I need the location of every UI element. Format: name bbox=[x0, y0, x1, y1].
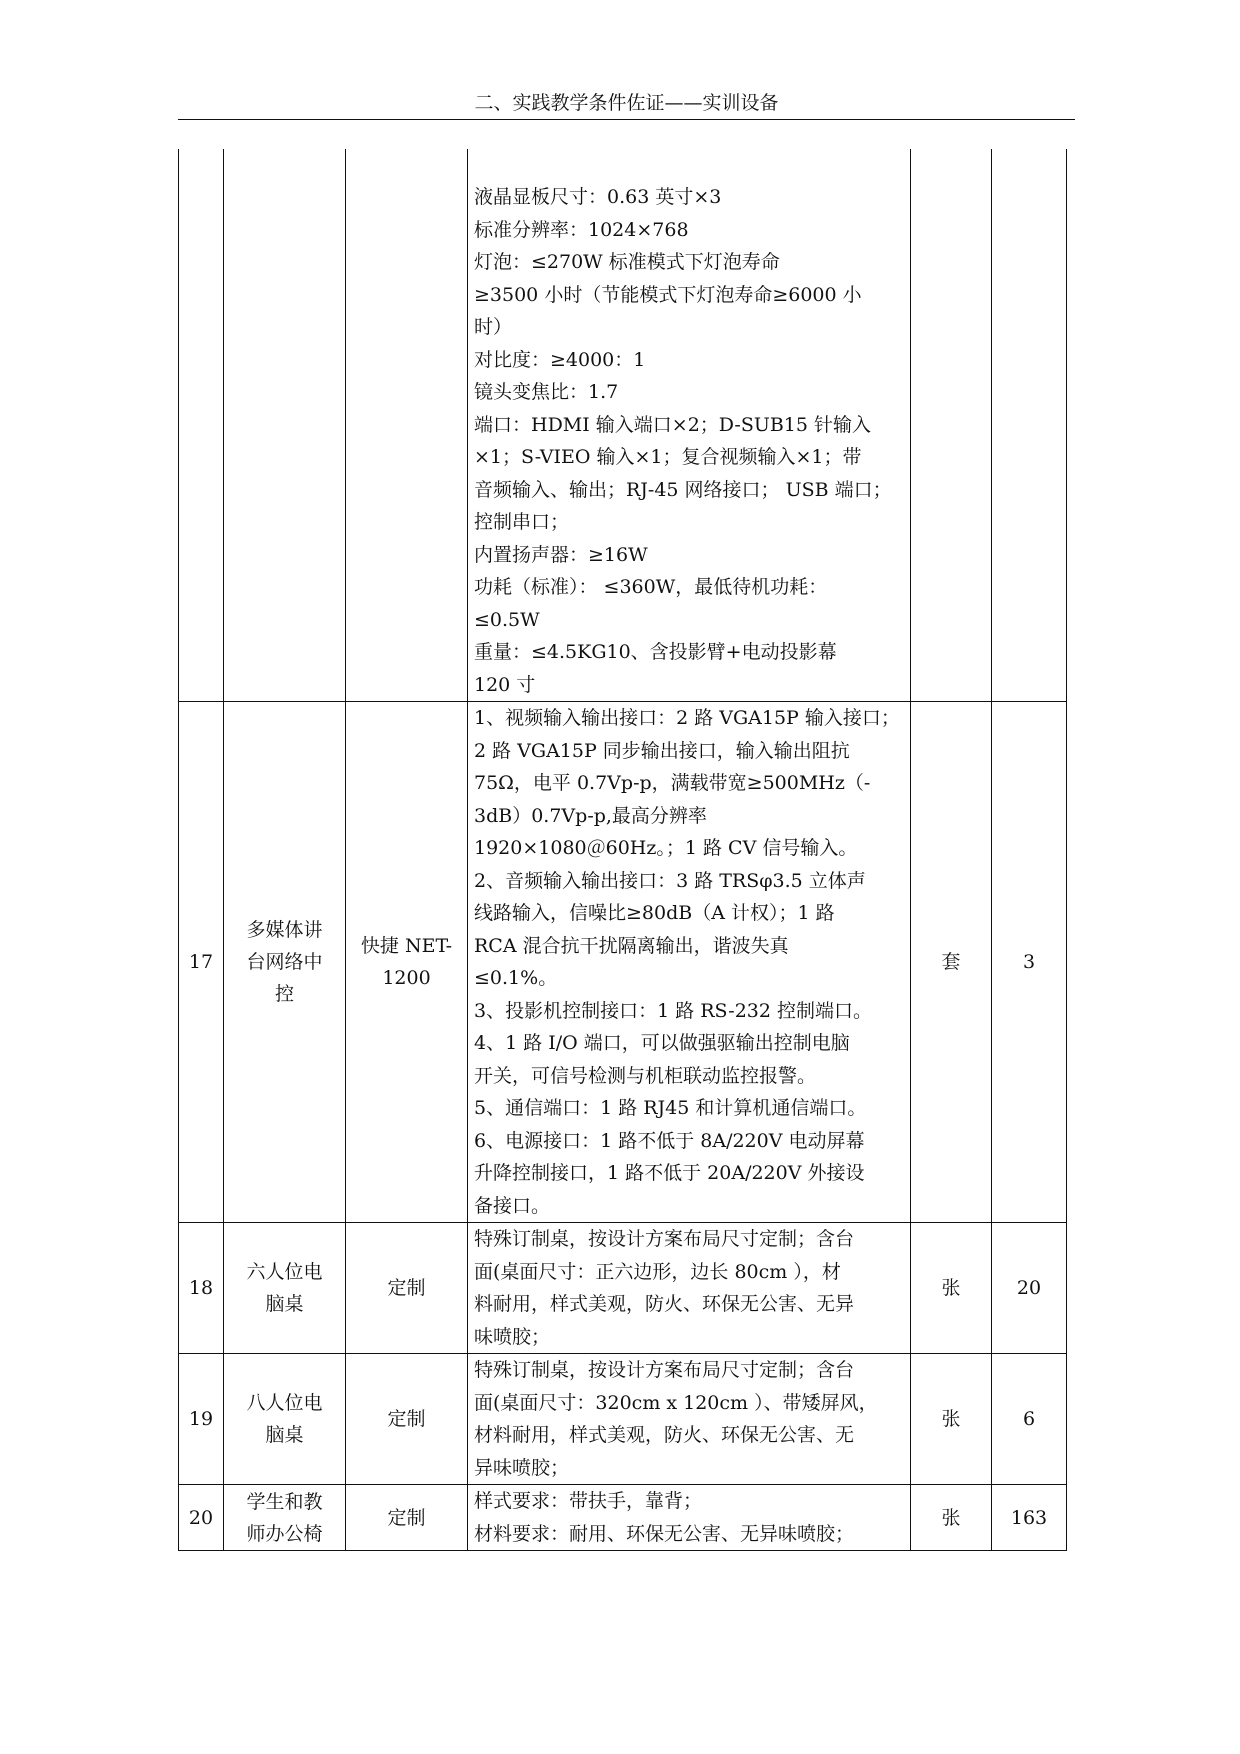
equipment-spec-line: 音频输入、输出；RJ-45 网络接口； USB 端口； bbox=[474, 478, 892, 501]
equipment-spec-line: 开关，可信号检测与机柜联动监控报警。 bbox=[474, 1064, 817, 1087]
equipment-name-line: 八人位电 bbox=[246, 1392, 323, 1414]
equipment-spec bbox=[468, 1354, 911, 1485]
equipment-spec-line: 线路输入，信噪比≥80dB（A 计权）；1 路 bbox=[474, 902, 835, 924]
equipment-spec-line: 2 路 VGA15P 同步输出接口，输入输出阻抗 bbox=[474, 739, 850, 762]
row-number bbox=[179, 149, 224, 702]
equipment-name-line: 多媒体讲 bbox=[246, 919, 323, 941]
equipment-spec-line: 4、1 路 I/O 端口，可以做强驱输出控制电脑 bbox=[474, 1032, 850, 1054]
equipment-spec-line: 特殊订制桌，按设计方案布局尺寸定制；含台 bbox=[474, 1359, 855, 1381]
equipment-spec-line: 材料要求：耐用、环保无公害、无异味喷胶； bbox=[474, 1522, 855, 1545]
equipment-spec-line: 内置扬声器：≥16W bbox=[474, 543, 648, 566]
equipment-spec-line: 升降控制接口，1 路不低于 20A/220V 外接设 bbox=[474, 1162, 865, 1184]
equipment-quantity: 3 bbox=[992, 702, 1067, 1223]
equipment-spec-line: ≤0.1%。 bbox=[474, 967, 558, 989]
equipment-model-line: 定制 bbox=[387, 1506, 426, 1529]
equipment-spec-line: 时） bbox=[474, 316, 513, 338]
equipment-table bbox=[178, 149, 1067, 1551]
equipment-name-line: 脑桌 bbox=[265, 1424, 304, 1446]
header-rule bbox=[178, 119, 1075, 120]
equipment-unit: 张 bbox=[911, 1354, 992, 1485]
table-row bbox=[179, 702, 1067, 1223]
equipment-model-line: 1200 bbox=[382, 967, 431, 989]
row-number: 18 bbox=[179, 1223, 224, 1354]
row-number: 17 bbox=[179, 702, 224, 1223]
equipment-spec-line: ×1；S-VIEO 输入×1；复合视频输入×1；带 bbox=[474, 446, 862, 468]
equipment-name-line: 脑桌 bbox=[265, 1293, 304, 1315]
equipment-model-line: 快捷 NET- bbox=[360, 935, 453, 957]
equipment-model bbox=[346, 149, 468, 702]
equipment-unit: 张 bbox=[911, 1485, 992, 1551]
equipment-spec-line: 3、投影机控制接口：1 路 RS-232 控制端口。 bbox=[474, 999, 872, 1022]
equipment-spec-line: 标准分辨率：1024×768 bbox=[474, 218, 689, 241]
equipment-name-line: 控 bbox=[274, 983, 294, 1005]
equipment-spec-line: 料耐用，样式美观，防火、环保无公害、无异 bbox=[474, 1293, 855, 1315]
equipment-quantity: 20 bbox=[992, 1223, 1067, 1354]
equipment-spec-line: 1920×1080＠60Hz。；1 路 CV 信号输入。 bbox=[474, 837, 858, 859]
equipment-name bbox=[224, 1223, 346, 1354]
equipment-spec-line: RCA 混合抗干扰隔离输出，谐波失真 bbox=[474, 934, 789, 957]
table-row bbox=[179, 1223, 1067, 1354]
equipment-spec-line: 端口：HDMI 输入端口×2；D-SUB15 针输入 bbox=[474, 413, 872, 436]
equipment-model bbox=[346, 702, 468, 1223]
equipment-spec-line: 特殊订制桌，按设计方案布局尺寸定制；含台 bbox=[474, 1228, 855, 1250]
equipment-spec-line: 3dB）0.7Vp-p,最高分辨率 bbox=[474, 804, 707, 827]
equipment-unit: 张 bbox=[911, 1223, 992, 1354]
equipment-model bbox=[346, 1223, 468, 1354]
equipment-spec-line: 样式要求：带扶手，靠背； bbox=[474, 1490, 703, 1512]
equipment-spec-line: 功耗（标准）： ≤360W，最低待机功耗： bbox=[474, 576, 828, 598]
table-row bbox=[179, 149, 1067, 702]
equipment-quantity bbox=[992, 149, 1067, 702]
equipment-model bbox=[346, 1485, 468, 1551]
equipment-spec-line: 镜头变焦比：1.7 bbox=[474, 381, 619, 403]
table-row bbox=[179, 1485, 1067, 1551]
equipment-name bbox=[224, 149, 346, 702]
equipment-spec-line: 液晶显板尺寸：0.63 英寸×3 bbox=[474, 186, 722, 208]
equipment-spec-line: 味喷胶； bbox=[474, 1325, 551, 1348]
equipment-spec-line: 5、通信端口：1 路 RJ45 和计算机通信端口。 bbox=[474, 1097, 867, 1119]
equipment-spec-line: 75Ω，电平 0.7Vp-p，满载带宽≥500MHz（- bbox=[474, 772, 871, 794]
equipment-model bbox=[346, 1354, 468, 1485]
equipment-spec-line: 面(桌面尺寸：正六边形，边长 80cm ），材 bbox=[474, 1260, 841, 1283]
equipment-spec bbox=[468, 1485, 911, 1551]
equipment-spec-line: 120 寸 bbox=[474, 673, 536, 696]
equipment-name-line: 台网络中 bbox=[246, 951, 323, 973]
equipment-spec-line: 灯泡：≤270W 标准模式下灯泡寿命 bbox=[474, 251, 780, 273]
equipment-model-line: 定制 bbox=[387, 1277, 426, 1299]
equipment-spec-line: 备接口。 bbox=[474, 1194, 551, 1217]
page-header: 二、实践教学条件佐证——实训设备 bbox=[474, 92, 779, 114]
equipment-spec-line: ≤0.5W bbox=[474, 608, 540, 631]
row-number: 20 bbox=[179, 1485, 224, 1551]
equipment-name bbox=[224, 1485, 346, 1551]
equipment-spec bbox=[468, 702, 911, 1223]
table-row bbox=[179, 1354, 1067, 1485]
equipment-spec-line: ≥3500 小时（节能模式下灯泡寿命≥6000 小 bbox=[474, 283, 862, 306]
row-number: 19 bbox=[179, 1354, 224, 1485]
equipment-name-line: 六人位电 bbox=[246, 1261, 323, 1283]
equipment-spec-line: 2、音频输入输出接口：3 路 TRSφ3.5 立体声 bbox=[474, 869, 866, 892]
equipment-spec-line: 材料耐用，样式美观，防火、环保无公害、无 bbox=[474, 1424, 855, 1446]
equipment-spec-line: 异味喷胶； bbox=[474, 1456, 570, 1479]
equipment-unit: 套 bbox=[911, 702, 992, 1223]
equipment-quantity: 6 bbox=[992, 1354, 1067, 1485]
equipment-model-line: 定制 bbox=[387, 1408, 426, 1430]
equipment-spec bbox=[468, 149, 911, 702]
equipment-name bbox=[224, 1354, 346, 1485]
equipment-spec-line: 对比度：≥4000：1 bbox=[474, 348, 646, 371]
equipment-spec-line: 1、视频输入输出接口：2 路 VGA15P 输入接口； bbox=[474, 707, 900, 729]
equipment-name-line: 学生和教 bbox=[246, 1490, 323, 1513]
equipment-quantity: 163 bbox=[992, 1485, 1067, 1551]
equipment-spec-line: 重量：≤4.5KG10、含投影臂+电动投影幕 bbox=[474, 641, 837, 663]
equipment-name bbox=[224, 702, 346, 1223]
equipment-spec-line: 控制串口； bbox=[474, 511, 570, 533]
equipment-unit bbox=[911, 149, 992, 702]
equipment-spec bbox=[468, 1223, 911, 1354]
equipment-name-line: 师办公椅 bbox=[246, 1522, 323, 1545]
equipment-spec-line: 面(桌面尺寸：320cm x 120cm ）、带矮屏风， bbox=[474, 1391, 878, 1414]
equipment-spec-line: 6、电源接口：1 路不低于 8A/220V 电动屏幕 bbox=[474, 1129, 865, 1152]
